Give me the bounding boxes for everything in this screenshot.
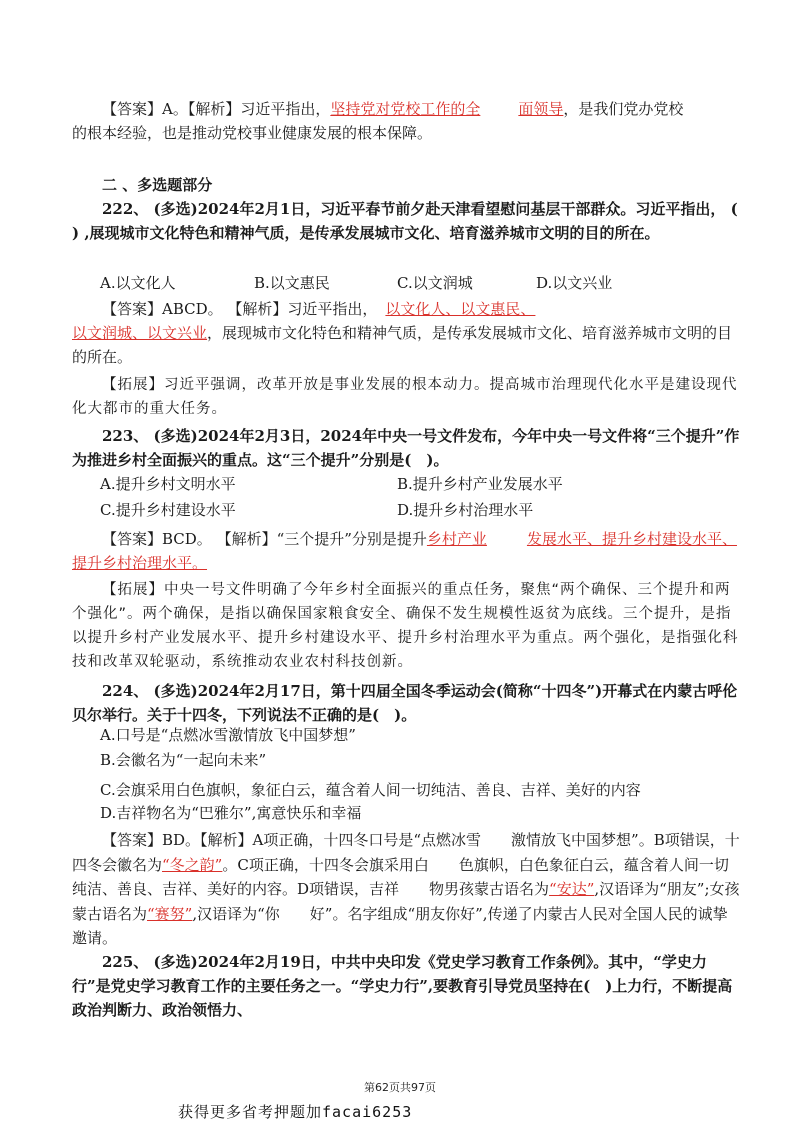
q221-answer-line2: 的根本经验，也是推动党校事业健康发展的根本保障。 [72,124,433,142]
highlight-text: 以文化人、以文惠民、 [385,300,536,318]
option-d: D.提升乡村治理水平 [397,501,534,519]
option-a: A.口号是“点燃冰雪激情放飞中国梦想” [100,726,356,744]
page-number: 第62页共97页 [364,1081,436,1094]
highlight-text: 乡村产业 [426,530,487,548]
option-c: C.以文润城 [397,274,473,292]
option-b: B.会徽名为“一起向未来” [100,751,267,769]
highlight-text: “赛努” [147,904,193,923]
highlight-text: 水平、提升乡村治理水平。 [72,530,737,572]
option-c: C.会旗采用白色旗帜，象征白云，蕴含着人间一切纯洁、善良、吉祥、美好的内容 [100,781,641,799]
section-title: 二 、多选题部分 [102,176,213,194]
highlight-text: “安达” [549,880,595,898]
question-222-stem: 222、 (多选)2024年2月1日，习近平春节前夕赴天津看望慰问基层干部群众。习近平指出， ( ) ,展现城市文化特色和精神气质，是传承发展城市文化、培育滋养城市文明的目的所在。 [72,200,738,242]
promo-text: 获得更多省考押题加facai6253 [178,1103,413,1121]
question-224-stem: 224、 (多选)2024年2月17日，第十四届全国冬季运动会(简称“十四冬”)开幕式在内蒙古呼伦贝尔举行。关于十四冬，下列说法不正确的是( )。 [72,682,738,724]
answer-text: 【答案】A。【解析】习近平指出， [102,100,331,118]
answer-text: ,汉语译为“你 好”。名字组成“朋友你好”,传递了内蒙古人民对全国人民的诚挚邀请。 [72,904,728,947]
option-d: D.吉祥物名为“巴雅尔”,寓意快乐和幸福 [100,804,362,822]
option-a: A.提升乡村文明水平 [100,475,236,493]
highlight-text: 坚持党对党校工作的全 [330,100,481,118]
answer-text: ，是我们党办党校 [563,100,684,118]
option-b: B.以文惠民 [254,274,330,292]
answer-text: 【答案】BD。【解析】A项正确，十四冬口号是“点燃冰雪 激情放飞中国梦想”。B项错误，十四冬会徽名为 [72,831,740,874]
question-224-answer [72,828,742,951]
option-c: C.提升乡村建设水平 [100,501,236,519]
q221-answer [72,97,742,121]
question-223-stem: 223、 (多选)2024年2月3日，2024年中央一号文件发布，今年中央一号文件将“三个提升”作为推进乡村全面振兴的重点。这“三个提升”分别是( )。 [72,427,740,469]
answer-text: ,汉语译为“朋友”;女孩蒙古语名为 [72,880,740,923]
highlight-text: 以文润城、以文兴业 [72,324,208,342]
question-222-answer [72,297,742,369]
answer-text: 。C项正确，十四冬会旗采用白 色旗帜，白色象征白云，蕴含着人间一切纯洁、善良、吉祥、美好的内容。D项错误，吉祥 物男孩蒙古语名为 [72,855,729,898]
answer-text: 【答案】BCD。 【解析】“三个提升”分别是提升 [102,530,427,548]
question-225-stem: 225、 (多选)2024年2月19日，中共中央印发《党史学习教育工作条例》。其中，“学史力行”是党史学习教育工作的主要任务之一。“学史力行”,要教育引导党员坚持在( )上力行，不断提高政治判断力、政治领悟力、 [72,953,733,1019]
question-222-extension: 【拓展】习近平强调，改革开放是事业发展的根本动力。提高城市治理现代化水平是建设现代化大都市的重大任务。 [72,377,738,417]
question-223-answer [72,527,742,575]
option-d: D.以文兴业 [536,274,613,292]
answer-text: 【答案】ABCD。 【解析】习近平指出， [102,300,378,318]
question-223-extension: 【拓展】中央一号文件明确了今年乡村全面振兴的重点任务，聚焦“两个确保、三个提升和两个强化”。两个确保，是指以确保国家粮食安全、确保不发生规模性返贫为底线。三个提升，是指以提升乡村产业发展水平、提升乡村建设水平、提升乡村治理水平为重点。两个强化，是指强化科技和改革双轮驱动，系统推动农业农村科技创新。 [72,582,739,670]
option-a: A.以文化人 [100,274,176,292]
option-b: B.提升乡村产业发展水平 [397,475,563,493]
highlight-text: “冬之韵” [162,855,223,874]
highlight-text: 面领导 [518,100,564,118]
highlight-text: 发展水平、提升乡村建设 [526,530,692,548]
answer-text: ，展现城市文化特色和精神气质，是传承发展城市文化、培育滋养城市文明的目的所在。 [72,324,733,366]
